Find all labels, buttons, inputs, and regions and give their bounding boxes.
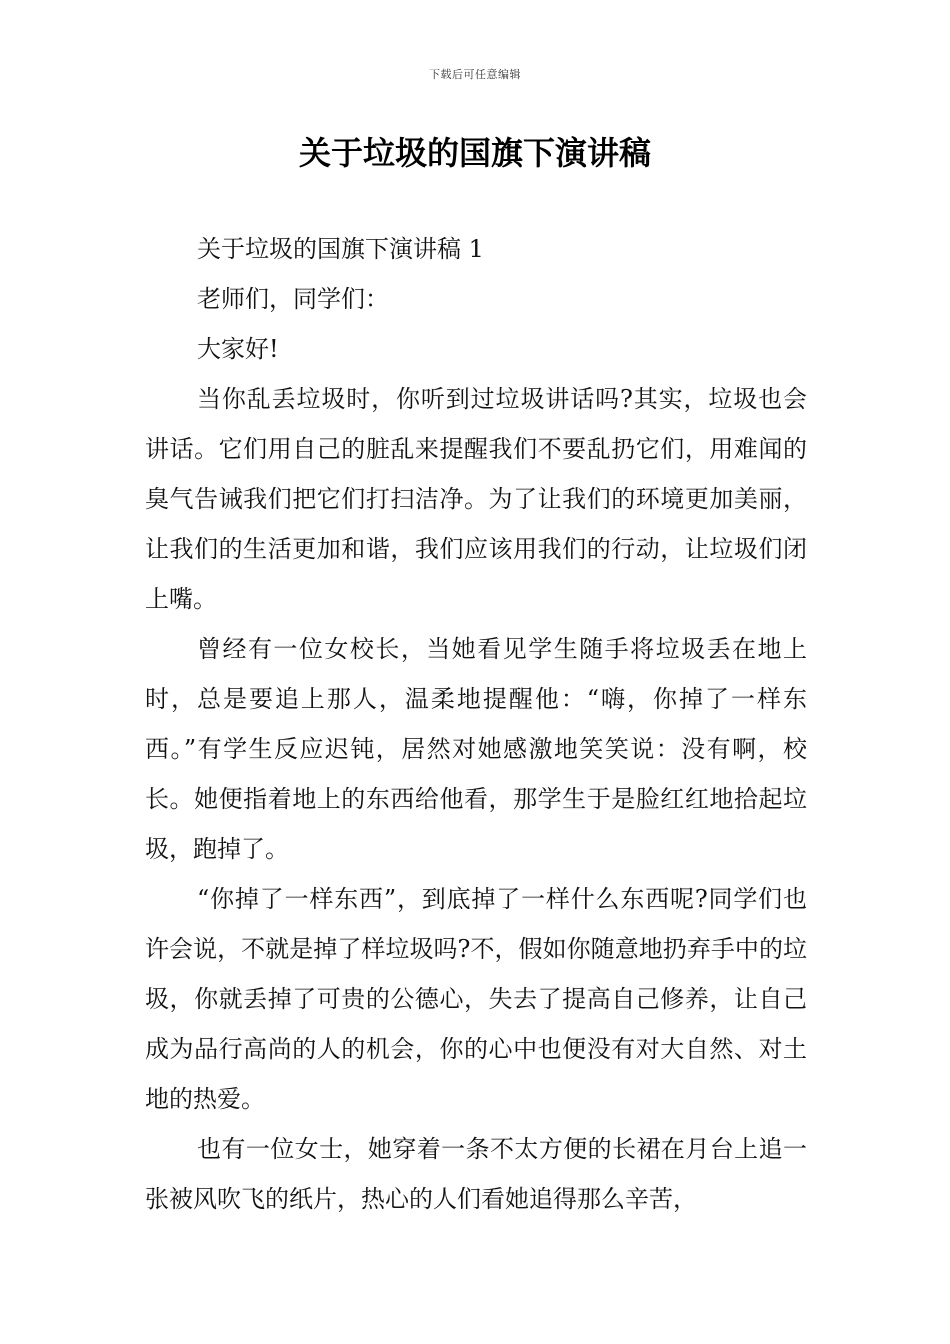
document-body — [145, 224, 807, 1224]
paragraph: 曾经有一位女校长，当她看见学生随手将垃圾丢在地上时，总是要追上那人，温柔地提醒他：“嗨，你掉了一样东西。”有学生反应迟钝，居然对她感激地笑笑说：没有啊，校长。她便指着地上的东西给他看，那学生于是脸红红地拾起垃圾，跑掉了。 — [145, 635, 807, 863]
paragraph: “你掉了一样东西”，到底掉了一样什么东西呢?同学们也许会说，不就是掉了样垃圾吗?不，假如你随意地扔弃手中的垃圾，你就丢掉了可贵的公德心，失去了提高自己修养，让自己成为品行高尚的人的机会，你的心中也便没有对大自然、对土地的热爱。 — [145, 885, 807, 1113]
document-title: 关于垃圾的国旗下演讲稿 — [298, 134, 651, 172]
salutation: 大家好! — [197, 335, 279, 363]
greeting: 老师们，同学们： — [197, 285, 389, 313]
paragraph: 也有一位女士，她穿着一条不太方便的长裙在月台上追一张被风吹飞的纸片，热心的人们看她追得那么辛苦， — [145, 1135, 807, 1213]
paragraph: 当你乱丢垃圾时，你听到过垃圾讲话吗?其实，垃圾也会讲话。它们用自己的脏乱来提醒我们不要乱扔它们，用难闻的臭气告诫我们把它们打扫洁净。为了让我们的环境更加美丽，让我们的生活更加和谐，我们应该用我们的行动，让垃圾们闭上嘴。 — [145, 385, 807, 613]
header-note: 下载后可任意编辑 — [429, 68, 521, 81]
document-subtitle: 关于垃圾的国旗下演讲稿 1 — [197, 235, 484, 263]
